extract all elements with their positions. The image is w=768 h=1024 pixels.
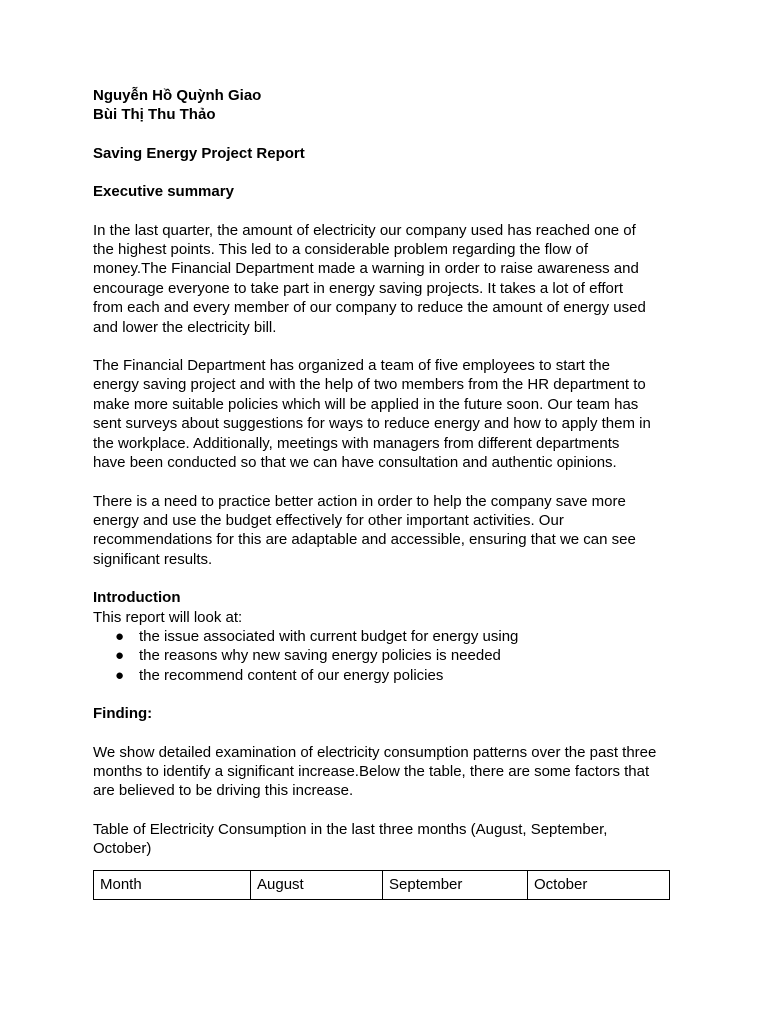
introduction-lead: This report will look at: xyxy=(93,608,243,626)
author-name: Bùi Thị Thu Thảo xyxy=(93,106,216,124)
table-header-cell: Month xyxy=(94,870,251,899)
finding-heading: Finding: xyxy=(93,705,153,723)
list-item-text: the issue associated with current budget for energy using xyxy=(139,627,519,645)
list-item xyxy=(93,627,683,646)
text-line: There is a need to practice better action in order to help the company save more xyxy=(93,492,626,510)
text-line: make more suitable policies which will be applied in the future soon. Our team has xyxy=(93,395,639,413)
table-header-cell: August xyxy=(251,870,383,899)
text-line: October) xyxy=(93,840,152,858)
text-line: energy saving project and with the help of two members from the HR department to xyxy=(93,376,646,394)
text-line: encourage everyone to take part in energy saving projects. It takes a lot of effort xyxy=(93,279,624,297)
text-line: are believed to be driving this increase. xyxy=(93,782,354,800)
author-name: Nguyễn Hồ Quỳnh Giao xyxy=(93,87,262,104)
electricity-consumption-table xyxy=(93,870,670,900)
list-item xyxy=(93,646,683,665)
list-item-text: the recommend content of our energy policies xyxy=(139,666,444,684)
executive-summary-paragraph-2 xyxy=(93,356,683,472)
text-line: months to identify a significant increase.Below the table, there are some factors that xyxy=(93,762,650,780)
finding-paragraph xyxy=(93,743,683,801)
text-line: the highest points. This led to a considerable problem regarding the flow of xyxy=(93,241,589,259)
text-line: The Financial Department has organized a team of five employees to start the xyxy=(93,357,610,375)
table-caption xyxy=(93,820,683,859)
text-line: recommendations for this are adaptable and accessible, ensuring that we can see xyxy=(93,531,636,549)
table-header-cell: October xyxy=(528,870,670,899)
bullet-icon: ● xyxy=(115,627,125,645)
table-header-row xyxy=(94,870,670,899)
text-line: money.The Financial Department made a warning in order to raise awareness and xyxy=(93,260,639,278)
text-line: have been conducted so that we can have consultation and authentic opinions. xyxy=(93,454,617,472)
document-page xyxy=(93,86,683,900)
executive-summary-paragraph-1 xyxy=(93,221,683,337)
text-line: significant results. xyxy=(93,550,213,568)
bullet-icon: ● xyxy=(115,647,125,665)
text-line: We show detailed examination of electricity consumption patterns over the past three xyxy=(93,743,657,761)
text-line: energy and use the budget effectively for other important activities. Our xyxy=(93,511,564,529)
list-item xyxy=(93,666,683,685)
executive-summary-heading: Executive summary xyxy=(93,183,234,201)
text-line: In the last quarter, the amount of electricity our company used has reached one of xyxy=(93,221,636,239)
text-line: Table of Electricity Consumption in the last three months (August, September, xyxy=(93,820,608,838)
executive-summary-paragraph-3 xyxy=(93,492,683,570)
text-line: and lower the electricity bill. xyxy=(93,318,277,336)
introduction-bullet-list xyxy=(93,627,683,685)
text-line: from each and every member of our company to reduce the amount of energy used xyxy=(93,299,646,317)
introduction-heading: Introduction xyxy=(93,589,181,607)
bullet-icon: ● xyxy=(115,666,125,684)
list-item-text: the reasons why new saving energy policies is needed xyxy=(139,647,501,665)
authors-block xyxy=(93,86,683,125)
document-title: Saving Energy Project Report xyxy=(93,144,305,162)
table-header-cell: September xyxy=(383,870,528,899)
text-line: sent surveys about suggestions for ways to reduce energy and how to apply them in xyxy=(93,415,651,433)
text-line: the workplace. Additionally, meetings with managers from different departments xyxy=(93,434,620,452)
